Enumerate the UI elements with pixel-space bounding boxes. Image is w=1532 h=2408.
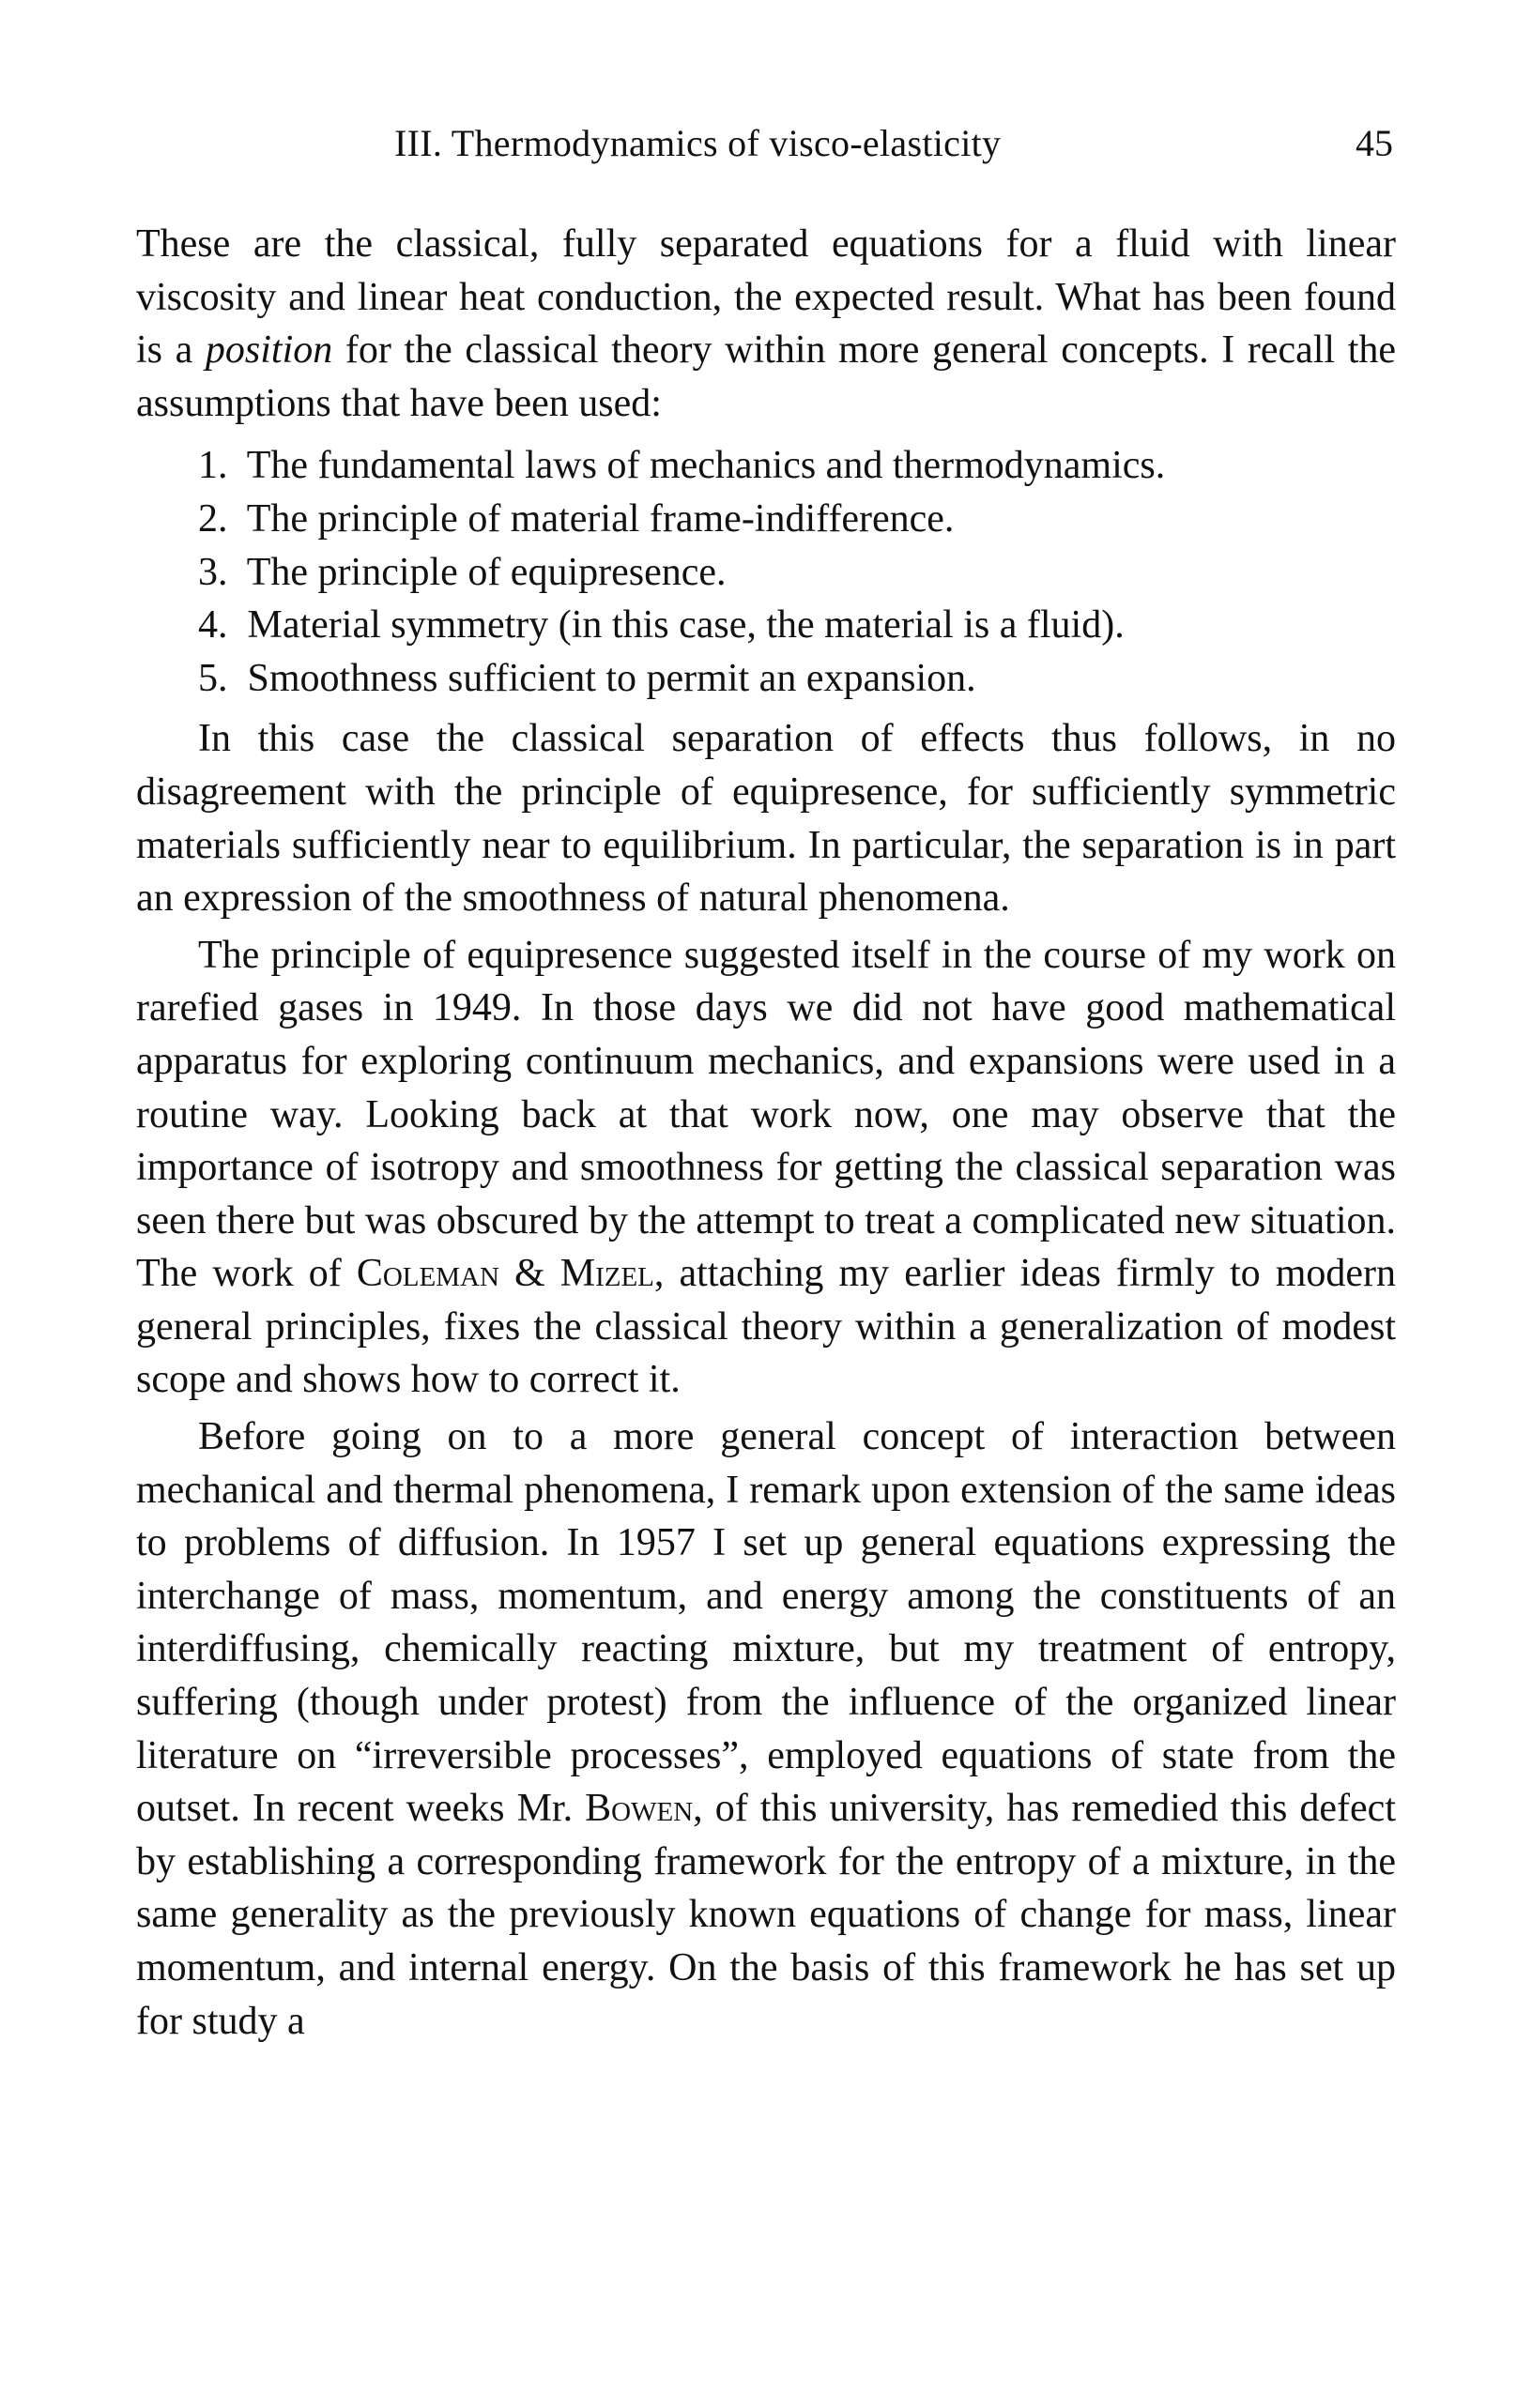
list-item-number: 3. xyxy=(198,550,228,594)
paragraph-1 xyxy=(136,218,1396,430)
paragraph-3-text-a: The principle of equipresence suggested itself in the course of my work on rarefied gases in 1949. In those days we did not have good mathematical apparatus for exploring continuum mechanics, and expansions were used in a routine way. Looking back at that work now, one may observe that the importance of isotropy and smoothness for getting the classical separation was seen there but was obscured by the attempt to treat a complicated new situation. The work of xyxy=(136,933,1396,1296)
page-number: 45 xyxy=(1356,122,1393,164)
paragraph-4-text-b: , of this university, has remedied this defect by establishing a corresponding framework for the entropy of a mixture, in the same generality as the previously known equations of change for mass, linear momentum, and internal energy. On the basis of this framework he has set up for study a xyxy=(136,1787,1396,2043)
list-item-number: 5. xyxy=(198,656,228,700)
list-item xyxy=(198,546,1396,600)
italic-position: position xyxy=(205,328,333,373)
list-item-text: Material symmetry (in this case, the material is a fluid). xyxy=(247,603,1125,648)
list-item-number: 2. xyxy=(198,496,228,541)
body-text xyxy=(136,218,1396,2048)
list-item-text: The principle of material frame-indifference. xyxy=(246,496,955,541)
list-item-text: The principle of equipresence. xyxy=(246,550,727,594)
list-item-number: 1. xyxy=(198,444,228,488)
paragraph-3-text-b: , attaching my earlier ideas firmly to modern general principles, fixes the classical theory within a generalization of modest scope and shows how to correct it. xyxy=(136,1252,1397,1402)
author-mizel: Mizel xyxy=(559,1252,654,1296)
author-coleman: Coleman xyxy=(356,1252,499,1296)
list-item-text: The fundamental laws of mechanics and thermodynamics. xyxy=(246,444,1166,488)
list-item xyxy=(198,439,1396,493)
list-item-number: 4. xyxy=(198,603,228,648)
author-bowen: Bowen xyxy=(585,1787,694,1831)
ampersand: & xyxy=(498,1252,560,1296)
list-item-text: Smoothness sufficient to permit an expansion. xyxy=(247,656,976,700)
running-title: III. Thermodynamics of visco-elasticity xyxy=(394,122,1002,164)
paragraph-2: In this case the classical separation of effects thus follows, in no disagreement with the principle of equipresence, for sufficiently symmetric materials sufficiently near to equilibrium. In particular, the separation is in part an expression of the smoothness of natural phenomena. xyxy=(136,717,1396,921)
paragraph-1-text-a: These are the classical, fully separated equations for a fluid with linear viscosity and linear heat conduction, the expected result. What has been found is a xyxy=(136,222,1396,373)
list-item xyxy=(198,599,1396,652)
assumptions-list xyxy=(136,439,1396,705)
paragraph-4-text-a: Before going on to a more general concept of interaction between mechanical and thermal phenomena, I remark upon extension of the same ideas to problems of diffusion. In 1957 I set up general equations expressing the interchange of mass, momentum, and energy among the constituents of an interdiffusing, chemically reacting mixture, but my treatment of entropy, suffering (though under protest) from the influence of the organized linear literature on “irreversible processes”, employed equations of state from the outset. In recent weeks Mr. xyxy=(136,1415,1396,1831)
paragraph-1-text-b: for the classical theory within more general concepts. I recall the assumptions that have been used: xyxy=(136,328,1397,425)
list-item xyxy=(198,652,1396,706)
paragraph-4 xyxy=(136,1410,1396,2048)
paragraph-3 xyxy=(136,929,1396,1407)
list-item xyxy=(198,493,1396,546)
